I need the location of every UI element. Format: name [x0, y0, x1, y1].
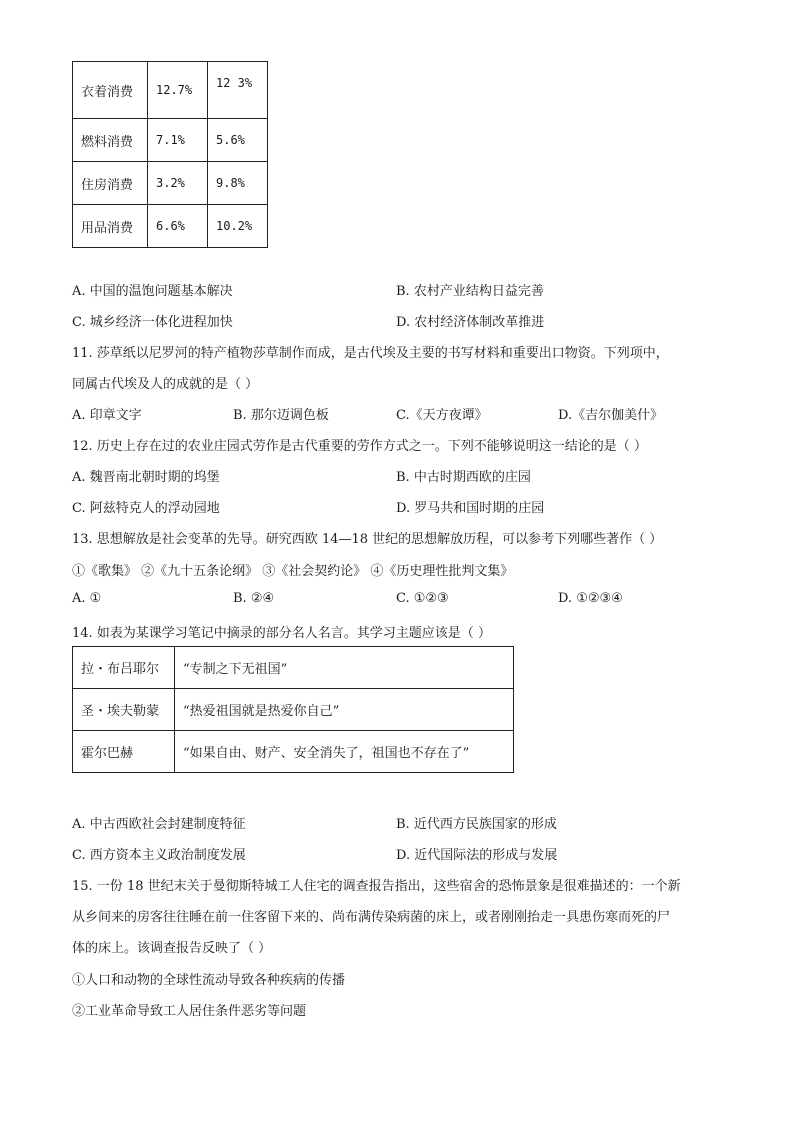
table-row — [73, 162, 268, 205]
table-row — [73, 647, 514, 689]
q10-option-b: B. 农村产业结构日益完善 — [396, 284, 544, 299]
table-cell: 燃料消费 — [73, 119, 148, 162]
person-name: 拉・布吕耶尔 — [73, 647, 175, 689]
table-row — [73, 689, 514, 731]
table-cell: 12.7% — [148, 62, 208, 119]
q13-works: ①《歌集》 ②《九十五条论纲》 ③《社会契约论》 ④《历史理性批判文集》 — [72, 564, 514, 579]
table-row — [73, 205, 268, 248]
table-cell: 10.2% — [208, 205, 268, 248]
cell-value: 12 3% — [216, 76, 253, 90]
quote-text: “热爱祖国就是热爱你自己” — [175, 689, 514, 731]
table-cell: 5.6% — [208, 119, 268, 162]
q12-option-b: B. 中古时期西欧的庄园 — [396, 470, 531, 485]
q11-stem-line2: 同属古代埃及人的成就的是（ ） — [72, 377, 259, 392]
q11-option-b: B. 那尔迈调色板 — [233, 408, 329, 423]
q11-option-a: A. 印章文字 — [72, 408, 142, 423]
q13-option-a: A. ① — [72, 591, 102, 606]
q11-option-c: C.《天方夜谭》 — [396, 408, 488, 423]
q15-option-1: ①人口和动物的全球性流动导致各种疾病的传播 — [72, 973, 346, 988]
person-name: 圣・埃夫勒蒙 — [73, 689, 175, 731]
q12-stem: 12. 历史上存在过的农业庄园式劳作是古代重要的劳作方式之一。下列不能够说明这一结论的是（ ） — [72, 439, 647, 454]
q12-option-d: D. 罗马共和国时期的庄园 — [396, 501, 545, 516]
q12-option-a: A. 魏晋南北朝时期的坞堡 — [72, 470, 220, 485]
quote-text: “如果自由、财产、安全消失了，祖国也不存在了” — [175, 731, 514, 773]
q15-stem-line1: 15. 一份 18 世纪末关于曼彻斯特城工人住宅的调查报告指出，这些宿舍的恐怖景象是很难描述的：一个新 — [72, 879, 681, 894]
q15-option-2: ②工业革命导致工人居住条件恶劣等问题 — [72, 1004, 307, 1019]
q10-option-a: A. 中国的温饱问题基本解决 — [72, 284, 233, 299]
table-row — [73, 62, 268, 119]
q11-option-d: D.《吉尔伽美什》 — [558, 408, 664, 423]
q13-stem: 13. 思想解放是社会变革的先导。研究西欧 14—18 世纪的思想解放历程，可以参考下列哪些著作（ ） — [72, 532, 663, 547]
q14-stem: 14. 如表为某课学习笔记中摘录的部分名人名言。其学习主题应该是（ ） — [72, 626, 491, 641]
q12-option-c: C. 阿兹特克人的浮动园地 — [72, 501, 220, 516]
table-cell: 6.6% — [148, 205, 208, 248]
quotes-table — [72, 646, 514, 773]
q11-stem-line1: 11. 莎草纸以尼罗河的特产植物莎草制作而成，是古代埃及主要的书写材料和重要出口物资。下列项中， — [72, 346, 669, 361]
q10-option-d: D. 农村经济体制改革推进 — [396, 315, 545, 330]
q14-option-c: C. 西方资本主义政治制度发展 — [72, 848, 246, 863]
table-cell — [208, 62, 268, 119]
consumption-table — [72, 61, 268, 248]
table-cell: 3.2% — [148, 162, 208, 205]
q10-option-c: C. 城乡经济一体化进程加快 — [72, 315, 233, 330]
table-cell: 用品消费 — [73, 205, 148, 248]
table-row — [73, 731, 514, 773]
q14-option-d: D. 近代国际法的形成与发展 — [396, 848, 558, 863]
person-name: 霍尔巴赫 — [73, 731, 175, 773]
table-cell: 7.1% — [148, 119, 208, 162]
q15-stem-line2: 从乡间来的房客往往睡在前一住客留下来的、尚布满传染病菌的床上，或者刚刚抬走一具患伤寒而死的尸 — [72, 910, 671, 925]
q13-option-b: B. ②④ — [233, 591, 275, 606]
q15-stem-line3: 体的床上。该调查报告反映了（ ） — [72, 941, 272, 956]
q13-option-d: D. ①②③④ — [558, 591, 623, 606]
table-cell: 9.8% — [208, 162, 268, 205]
quote-text: “专制之下无祖国” — [175, 647, 514, 689]
table-cell: 衣着消费 — [73, 62, 148, 119]
table-row — [73, 119, 268, 162]
table-cell: 住房消费 — [73, 162, 148, 205]
q14-option-b: B. 近代西方民族国家的形成 — [396, 817, 557, 832]
q14-option-a: A. 中古西欧社会封建制度特征 — [72, 817, 246, 832]
q13-option-c: C. ①②③ — [396, 591, 449, 606]
